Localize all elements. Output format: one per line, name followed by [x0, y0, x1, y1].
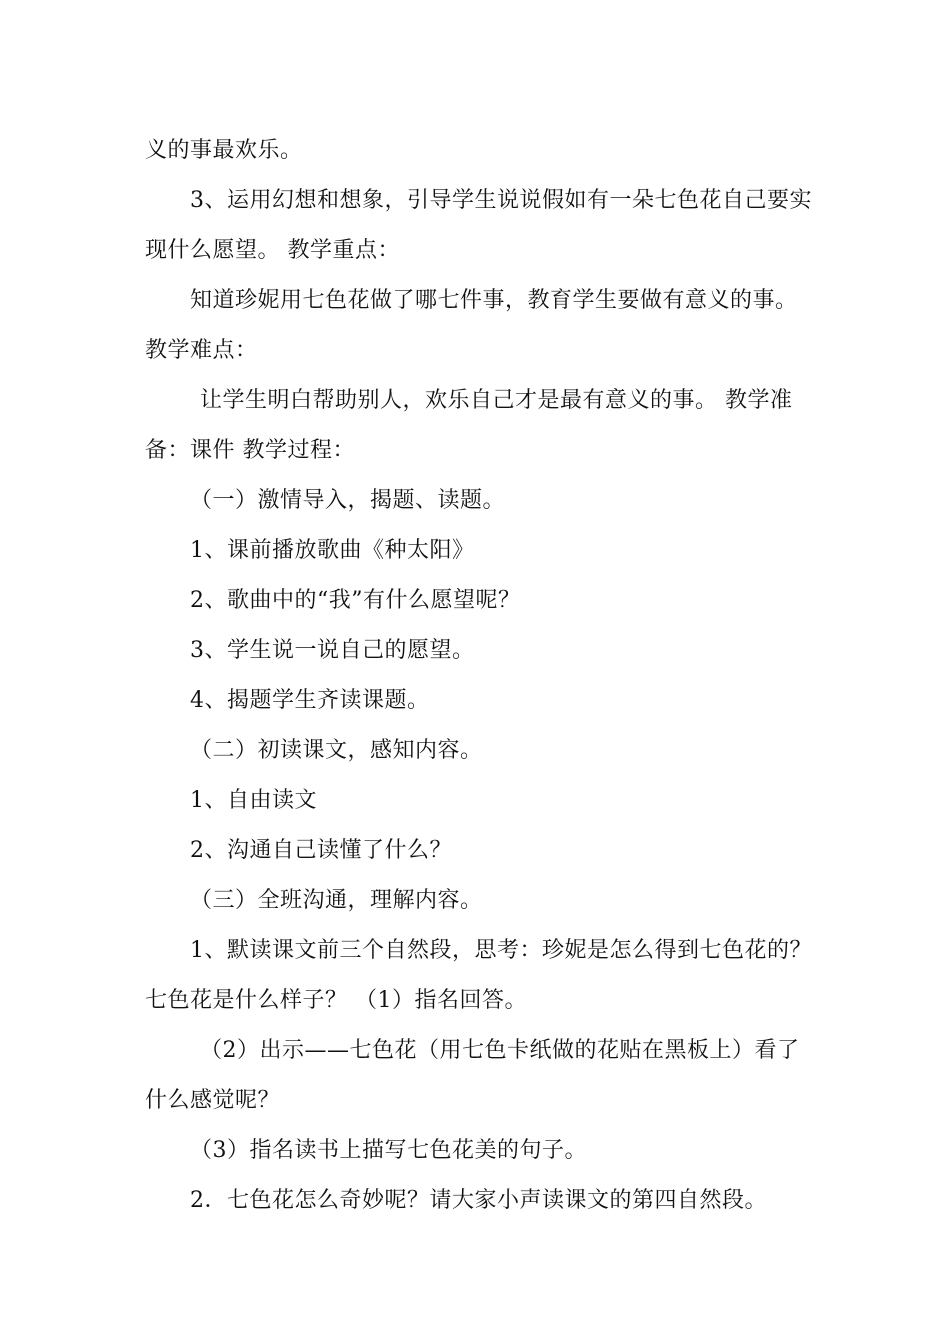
text-line-1: 义的事最欢乐。	[145, 138, 303, 163]
text-line-19: （2）出示——七色花（用七色卡纸做的花贴在黑板上）看了	[200, 1038, 800, 1063]
text-line-7: 备：课件 教学过程：	[145, 438, 355, 463]
text-line-10: 2、歌曲中的“我”有什么愿望呢？	[190, 588, 521, 613]
text-line-14: 1、自由读文	[190, 788, 317, 813]
text-line-17: 1、默读课文前三个自然段，思考：珍妮是怎么得到七色花的？	[190, 938, 812, 963]
text-line-21: （3）指名读书上描写七色花美的句子。	[190, 1138, 587, 1163]
section-heading-2: （二）初读课文，感知内容。	[190, 738, 483, 763]
text-line-22: 2．七色花怎么奇妙呢？请大家小声读课文的第四自然段。	[190, 1188, 767, 1213]
text-line-18: 七色花是什么样子？ （1）指名回答。	[145, 988, 527, 1013]
text-line-9: 1、课前播放歌曲《种太阳》	[190, 538, 475, 563]
text-line-5: 教学难点：	[145, 338, 258, 363]
text-line-2: 3、运用幻想和想象，引导学生说说假如有一朵七色花自己要实	[190, 188, 812, 213]
text-line-11: 3、学生说一说自己的愿望。	[190, 638, 475, 663]
text-line-6: 让学生明白帮助别人，欢乐自己才是最有意义的事。 教学准	[200, 388, 793, 413]
section-heading-3: （三）全班沟通，理解内容。	[190, 888, 483, 913]
text-line-3: 现什么愿望。 教学重点：	[145, 238, 400, 263]
text-line-20: 什么感觉呢？	[145, 1088, 281, 1113]
text-line-15: 2、沟通自己读懂了什么？	[190, 838, 452, 863]
text-line-4: 知道珍妮用七色花做了哪七件事，教育学生要做有意义的事。	[190, 288, 798, 313]
text-line-12: 4、揭题学生齐读课题。	[190, 688, 430, 713]
section-heading-1: （一）激情导入，揭题、读题。	[190, 488, 506, 513]
